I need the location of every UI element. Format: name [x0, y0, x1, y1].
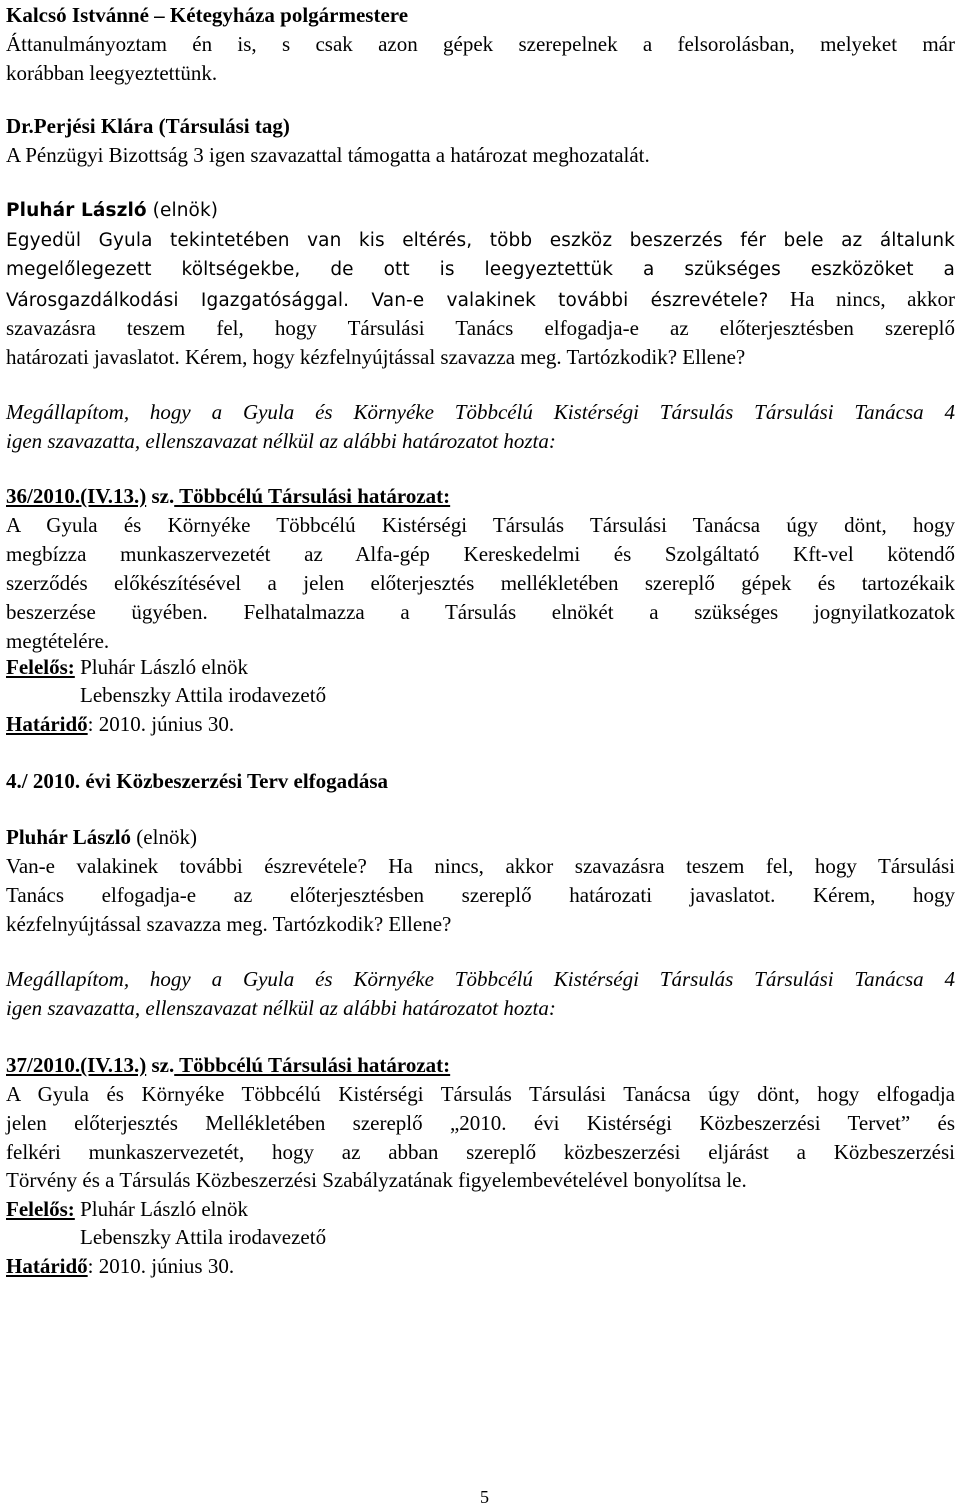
speaker-pluhar	[6, 196, 955, 226]
resolution-suffix: sz.	[146, 484, 175, 508]
paragraph-line: Törvény és a Társulás Közbeszerzési Szabályzatának figyelembevételével bonyolítsa le.	[6, 1168, 747, 1192]
paragraph-line: megtételére.	[6, 629, 110, 653]
paragraph-line: A Gyula és Környéke Többcélú Kistérségi Társulás Társulási Tanácsa úgy dönt, hogy elfogadja	[6, 1082, 955, 1106]
responsible-line	[6, 1194, 955, 1224]
resolution-type: Többcélú Társulási határozat:	[174, 484, 451, 508]
paragraph-line: A Gyula és Környéke Többcélú Kistérségi Társulás Társulási Tanácsa úgy dönt, hogy	[6, 513, 955, 537]
deadline-line	[6, 1251, 955, 1281]
resolution-heading	[6, 481, 955, 511]
paragraph-line	[6, 284, 955, 316]
resolution-type: Többcélú Társulási határozat:	[174, 1053, 451, 1077]
deadline-label: Határidő	[6, 1254, 88, 1278]
resolution-suffix: sz.	[146, 1053, 175, 1077]
deadline-value: : 2010. június 30.	[87, 712, 235, 736]
paragraph-line: beszerzése ügyében. Felhatalmazza a Társulás elnökét a szükséges jognyilatkozatok	[6, 600, 955, 624]
responsible-line-2: Lebenszky Attila irodavezető	[80, 1225, 327, 1249]
finding-line: Megállapítom, hogy a Gyula és Környéke Többcélú Kistérségi Társulás Társulási Tanácsa 4	[6, 967, 955, 991]
speaker-perjesi: Dr.Perjési Klára (Társulási tag)	[6, 114, 290, 138]
paragraph-line: felkéri munkaszervezetét, hogy az abban szereplő közbeszerzési eljárást a Közbeszerzési	[6, 1140, 955, 1164]
agenda-title: 4./ 2010. évi Közbeszerzési Terv elfogadása	[6, 769, 389, 793]
deadline-label: Határidő	[6, 712, 88, 736]
paragraph-line: A Pénzügyi Bizottság 3 igen szavazattal támogatta a határozat meghozatalát.	[6, 143, 650, 167]
finding-line: igen szavazatta, ellenszavazat nélkül az alábbi határozatot hozta:	[6, 429, 556, 453]
paragraph-line: Van-e valakinek további észrevétele? Ha nincs, akkor szavazásra teszem fel, hogy Társulási	[6, 854, 955, 878]
finding-line: igen szavazatta, ellenszavazat nélkül az alábbi határozatot hozta:	[6, 996, 556, 1020]
speaker-name: Pluhár László	[6, 200, 147, 221]
paragraph-line: korábban leegyeztettünk.	[6, 61, 218, 85]
speaker-kalcso: Kalcsó Istvánné – Kétegyháza polgármestere	[6, 3, 409, 27]
deadline-value: : 2010. június 30.	[87, 1254, 235, 1278]
line-part: Ha nincs, akkor	[768, 287, 955, 311]
paragraph-line: Egyedül Gyula tekintetében van kis eltérés, több eszköz beszerzés fér bele az általunk	[6, 230, 955, 251]
resolution-number: 37/2010.(IV.13.)	[6, 1053, 147, 1077]
speaker-pluhar	[6, 822, 955, 852]
speaker-name: Pluhár László	[6, 825, 132, 849]
responsible-line-2: Lebenszky Attila irodavezető	[80, 683, 327, 707]
paragraph-line: Tanács elfogadja-e az előterjesztésben szereplő határozati javaslatot. Kérem, hogy	[6, 883, 955, 907]
paragraph-line: határozati javaslatot. Kérem, hogy kézfelnyújtással szavazza meg. Tartózkodik? Ellene?	[6, 345, 746, 369]
deadline-line	[6, 709, 955, 739]
resolution-heading	[6, 1050, 955, 1080]
responsible-label: Felelős:	[6, 655, 75, 679]
page-number: 5	[480, 1487, 489, 1507]
speaker-role: (elnök)	[131, 825, 197, 849]
responsible-line	[6, 652, 955, 682]
paragraph-line: jelen előterjesztés Mellékletében szereplő „2010. évi Kistérségi Közbeszerzési Tervet” és	[6, 1111, 955, 1135]
paragraph-line: szerződés előkészítésével a jelen előterjesztés mellékletében szereplő gépek és tartozékaik	[6, 571, 955, 595]
paragraph-line: megelőlegezett költségekbe, de ott is leegyeztettük a szükséges eszközöket a	[6, 259, 955, 280]
line-part: Városgazdálkodási Igazgatósággal. Van-e valakinek további észrevétele?	[6, 290, 769, 311]
responsible-value: Pluhár László elnök	[74, 1197, 249, 1221]
finding-line: Megállapítom, hogy a Gyula és Környéke Többcélú Kistérségi Társulás Társulási Tanácsa 4	[6, 400, 955, 424]
paragraph-line: kézfelnyújtással szavazza meg. Tartózkodik? Ellene?	[6, 912, 452, 936]
responsible-value: Pluhár László elnök	[74, 655, 249, 679]
resolution-number: 36/2010.(IV.13.)	[6, 484, 147, 508]
speaker-role: (elnök)	[146, 200, 219, 221]
paragraph-line: megbízza munkaszervezetét az Alfa-gép Kereskedelmi és Szolgáltató Kft-vel kötendő	[6, 542, 955, 566]
responsible-label: Felelős:	[6, 1197, 75, 1221]
paragraph-line: szavazásra teszem fel, hogy Társulási Tanács elfogadja-e az előterjesztésben szereplő	[6, 316, 955, 340]
paragraph-line: Áttanulmányoztam én is, s csak azon gépek szerepelnek a felsorolásban, melyeket már	[6, 32, 955, 56]
